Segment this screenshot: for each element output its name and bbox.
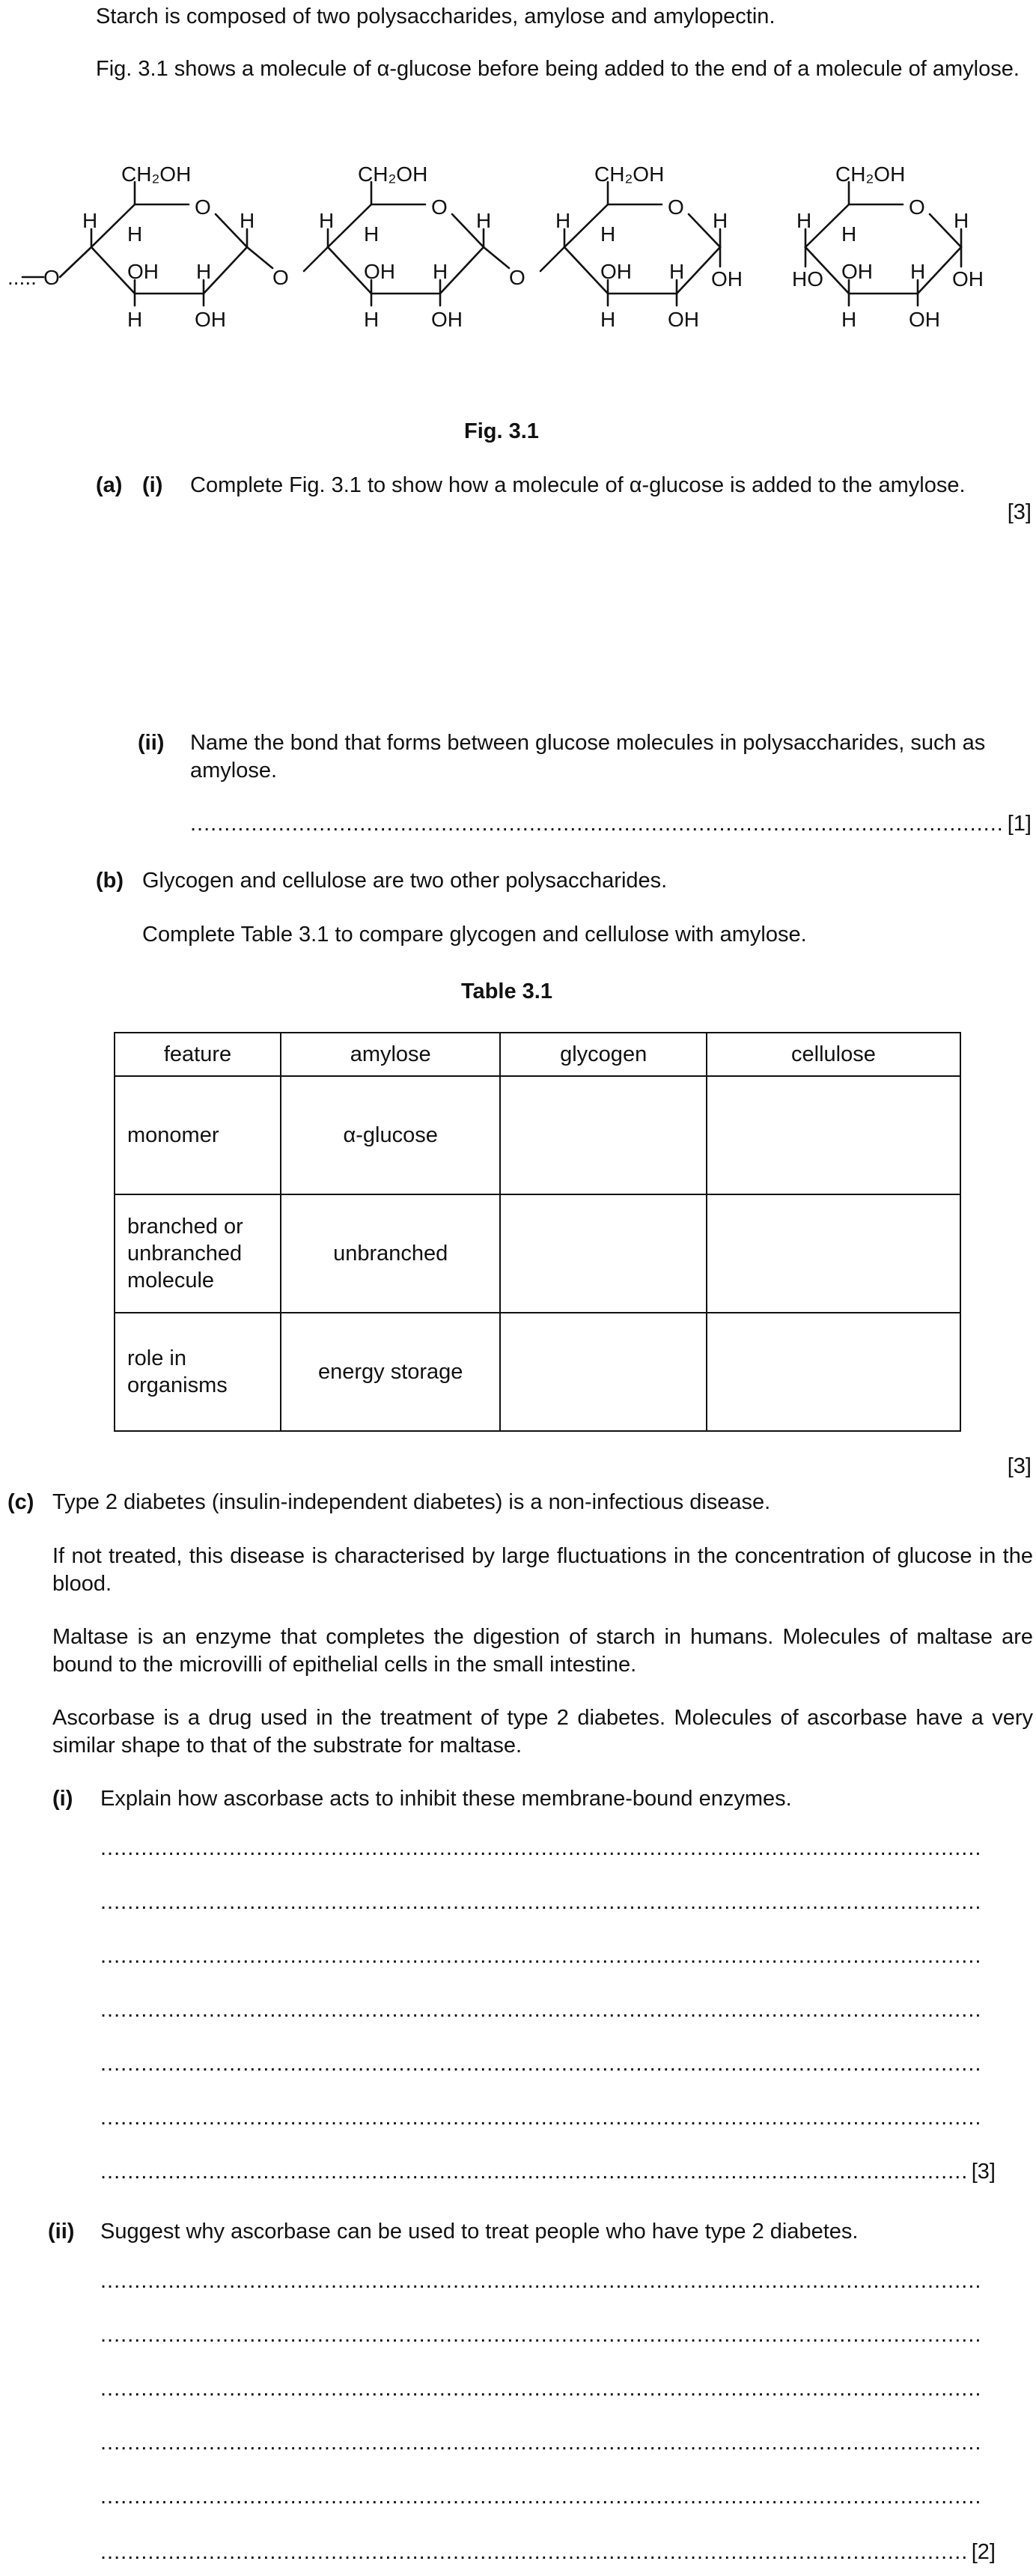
part-c-i-marks: [3] bbox=[971, 2160, 996, 2184]
atom-h: H bbox=[796, 209, 812, 232]
answer-line[interactable] bbox=[100, 2429, 984, 2456]
atom-h: H bbox=[841, 222, 857, 246]
atom-h: H bbox=[433, 260, 448, 283]
part-a-i-marks: [3] bbox=[1007, 500, 1032, 524]
glycogen-answer-cell[interactable] bbox=[500, 1194, 706, 1313]
atom-h: H bbox=[319, 209, 335, 232]
atom-ring-o: O bbox=[431, 195, 448, 219]
glucose-unit-3 bbox=[540, 182, 720, 306]
answer-line[interactable] bbox=[100, 1942, 984, 1969]
part-b-marks: [3] bbox=[1007, 1454, 1032, 1478]
atom-h: H bbox=[240, 209, 255, 232]
atom-oh: OH bbox=[952, 267, 984, 291]
part-a-ii-text: Name the bond that forms between glucose molecules in polysaccharides, such as amylose. bbox=[190, 731, 986, 783]
part-a-ii-answer-line[interactable] bbox=[190, 810, 1032, 837]
atom-h: H bbox=[364, 222, 380, 246]
atom-ch2oh: CH₂OH bbox=[835, 162, 906, 186]
part-a-ii-marks: [1] bbox=[1007, 812, 1032, 836]
part-a-i-text: Complete Fig. 3.1 to show how a molecule of α-glucose is added to the amylose. bbox=[190, 473, 966, 497]
atom-h: H bbox=[841, 308, 857, 331]
atom-h: H bbox=[910, 260, 926, 283]
atom-h: H bbox=[954, 209, 969, 232]
atom-o-link-2: O bbox=[509, 266, 525, 289]
atom-oh: OH bbox=[127, 260, 159, 283]
atom-h: H bbox=[713, 209, 728, 232]
part-c-ii-marks: [2] bbox=[971, 2540, 996, 2564]
amylose-cell: energy storage bbox=[281, 1313, 501, 1431]
atom-h: H bbox=[82, 209, 98, 232]
atom-h: H bbox=[669, 260, 685, 283]
table-row bbox=[115, 1313, 960, 1431]
atom-oh: OH bbox=[364, 260, 395, 283]
atom-oh: OH bbox=[668, 308, 699, 331]
answer-line[interactable] bbox=[100, 2267, 984, 2294]
glucose-unit-2 bbox=[304, 182, 509, 306]
part-c-ii-text: Suggest why ascorbase can be used to treat people who have type 2 diabetes. bbox=[100, 2220, 859, 2244]
part-c-p2: If not treated, this disease is characterised by large fluctuations in the concentration of glucose in the blood. bbox=[52, 1544, 1033, 1596]
header-cellulose: cellulose bbox=[707, 1033, 960, 1076]
figure-3-1 bbox=[0, 157, 1036, 374]
table-3-1 bbox=[114, 1032, 961, 1432]
amylose-cell: unbranched bbox=[281, 1194, 501, 1313]
glucose-unit-1 bbox=[60, 182, 272, 306]
answer-line[interactable] bbox=[100, 2539, 996, 2566]
feature-cell: role in organisms bbox=[115, 1313, 281, 1431]
atom-h: H bbox=[600, 308, 616, 331]
table-title: Table 3.1 bbox=[461, 979, 552, 1003]
part-c-label: (c) bbox=[7, 1490, 34, 1514]
intro-line-1: Starch is composed of two polysaccharides, amylose and amylopectin. bbox=[96, 4, 776, 28]
atom-o-link-0: O bbox=[43, 266, 60, 289]
answer-line[interactable] bbox=[100, 1835, 984, 1862]
atom-ch2oh: CH₂OH bbox=[121, 162, 192, 186]
atom-oh: OH bbox=[431, 308, 463, 331]
atom-h: H bbox=[600, 222, 616, 246]
glycogen-answer-cell[interactable] bbox=[500, 1076, 706, 1194]
header-amylose: amylose bbox=[281, 1033, 501, 1076]
atom-ho: HO bbox=[792, 267, 823, 291]
atom-oh: OH bbox=[841, 260, 873, 283]
part-c-i-text: Explain how ascorbase acts to inhibit these membrane-bound enzymes. bbox=[100, 1787, 792, 1811]
header-feature: feature bbox=[115, 1033, 281, 1076]
part-b-label: (b) bbox=[96, 869, 124, 893]
atom-oh: OH bbox=[909, 308, 940, 331]
answer-line[interactable] bbox=[100, 1889, 984, 1916]
atom-oh: OH bbox=[195, 308, 226, 331]
atom-ring-o: O bbox=[195, 195, 211, 219]
part-c-ii-label: (ii) bbox=[48, 2220, 75, 2244]
atom-h: H bbox=[196, 260, 212, 283]
alpha-glucose-molecule bbox=[805, 182, 961, 306]
part-b-text: Glycogen and cellulose are two other polysaccharides. bbox=[142, 869, 668, 893]
atom-o-link-1: O bbox=[272, 266, 289, 289]
glycogen-answer-cell[interactable] bbox=[500, 1313, 706, 1431]
part-a-ii-label: (ii) bbox=[138, 731, 165, 755]
atom-ring-o: O bbox=[909, 195, 925, 219]
part-c-p3: Maltase is an enzyme that completes the digestion of starch in humans. Molecules of maltase are bound to the microvilli of epithelial cells in the small intestine. bbox=[52, 1625, 1033, 1677]
feature-cell: branched or unbranched molecule bbox=[115, 1194, 281, 1313]
intro-line-2: Fig. 3.1 shows a molecule of α-glucose before being added to the end of a molecule of amylose. bbox=[96, 57, 1020, 81]
part-b-instruction: Complete Table 3.1 to compare glycogen and cellulose with amylose. bbox=[142, 923, 807, 947]
atom-ring-o: O bbox=[668, 195, 684, 219]
atom-ch2oh: CH₂OH bbox=[594, 162, 665, 186]
header-glycogen: glycogen bbox=[500, 1033, 706, 1076]
table-row bbox=[115, 1076, 960, 1194]
amylose-cell: α-glucose bbox=[281, 1076, 501, 1194]
answer-line[interactable] bbox=[100, 2050, 984, 2077]
cellulose-answer-cell[interactable] bbox=[707, 1194, 960, 1313]
atom-h: H bbox=[364, 308, 380, 331]
answer-line[interactable] bbox=[100, 2321, 984, 2348]
atom-h: H bbox=[127, 222, 143, 246]
atom-h: H bbox=[127, 308, 143, 331]
cellulose-answer-cell[interactable] bbox=[707, 1076, 960, 1194]
answer-line[interactable] bbox=[100, 2104, 984, 2131]
cellulose-answer-cell[interactable] bbox=[707, 1313, 960, 1431]
table-row bbox=[115, 1194, 960, 1313]
answer-line[interactable] bbox=[100, 1996, 984, 2023]
chain-continuation: ..... bbox=[7, 266, 37, 289]
answer-line[interactable] bbox=[100, 2483, 984, 2510]
part-c-p1: Type 2 diabetes (insulin-independent diabetes) is a non-infectious disease. bbox=[52, 1490, 771, 1514]
atom-ch2oh: CH₂OH bbox=[358, 162, 428, 186]
part-c-p4: Ascorbase is a drug used in the treatment of type 2 diabetes. Molecules of ascorbase have a very similar shape to that of the substrate for maltase. bbox=[52, 1706, 1033, 1758]
table-header-row bbox=[115, 1033, 960, 1076]
feature-cell: monomer bbox=[115, 1076, 281, 1194]
part-a-label: (a) bbox=[96, 473, 123, 497]
atom-oh: OH bbox=[711, 267, 743, 291]
atom-h: H bbox=[476, 209, 492, 232]
part-a-i-label: (i) bbox=[142, 473, 163, 497]
answer-line[interactable] bbox=[100, 2375, 984, 2402]
figure-caption: Fig. 3.1 bbox=[464, 419, 539, 443]
part-c-i-label: (i) bbox=[52, 1787, 73, 1811]
answer-line[interactable] bbox=[100, 2158, 996, 2185]
atom-oh: OH bbox=[600, 260, 632, 283]
atom-h: H bbox=[555, 209, 571, 232]
